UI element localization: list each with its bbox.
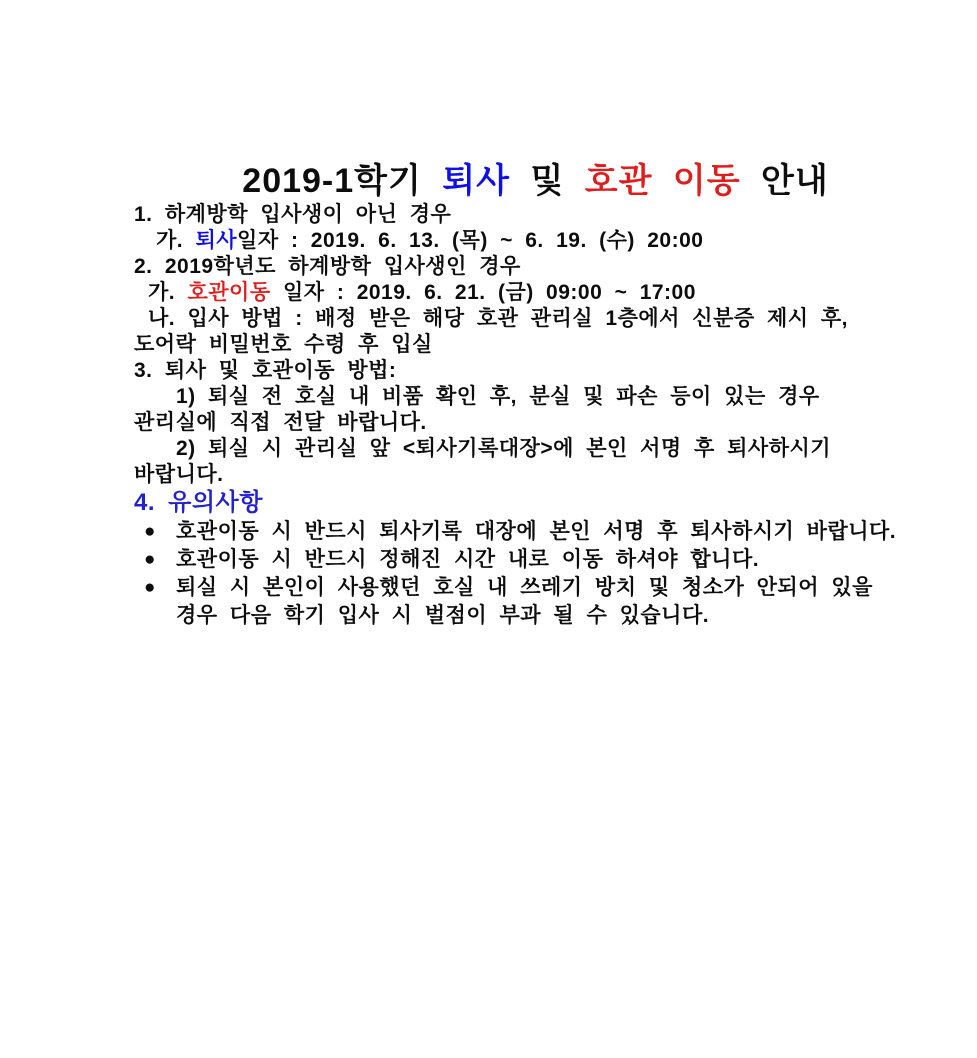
section1-heading: 1. 하계방학 입사생이 아닌 경우 xyxy=(134,203,452,226)
item-text: 일자 : 2019. 6. 21. (금) 09:00 ~ 17:00 xyxy=(270,281,696,304)
page-title xyxy=(134,0,937,202)
notice-bullet-3-continued: 경우 다음 학기 입사 시 벌점이 부과 될 수 있습니다. xyxy=(176,604,710,627)
notice-bullet-1 xyxy=(134,518,937,546)
bullet-text: 호관이동 시 반드시 정해진 시간 내로 이동 하셔야 합니다. xyxy=(176,548,760,571)
section2-item-move-date xyxy=(134,280,937,306)
title-text: 안내 xyxy=(740,162,829,200)
bullet-icon: ● xyxy=(144,577,156,598)
building-move-highlight: 호관이동 xyxy=(187,281,271,304)
section3-step2-continued: 바랍니다. xyxy=(134,463,224,486)
section4-heading: 4. 유의사항 xyxy=(134,489,263,516)
bullet-icon: ● xyxy=(144,521,156,542)
notice-bullet-2 xyxy=(134,546,937,574)
title-highlight-checkout: 퇴사 xyxy=(442,162,510,200)
title-text: 2019-1학기 xyxy=(242,162,443,200)
section3-step1: 1) 퇴실 전 호실 내 비품 확인 후, 분실 및 파손 등이 있는 경우 xyxy=(176,385,820,408)
bullet-icon: ● xyxy=(144,549,156,570)
notice-bullet-3 xyxy=(134,574,937,602)
item-prefix: 가. xyxy=(156,229,196,252)
bullet-text: 호관이동 시 반드시 퇴사기록 대장에 본인 서명 후 퇴사하시기 바랍니다. xyxy=(176,520,897,543)
bullet-text: 퇴실 시 본인이 사용했던 호실 내 쓰레기 방치 및 청소가 안되어 있을 xyxy=(176,576,873,599)
item-prefix: 가. xyxy=(148,281,188,304)
section3-step1-continued: 관리실에 직접 전달 바랍니다. xyxy=(134,411,427,434)
section3-step2: 2) 퇴실 시 관리실 앞 <퇴사기록대장>에 본인 서명 후 퇴사하시기 xyxy=(176,437,832,460)
section2-item-checkin-method: 나. 입사 방법 : 배정 받은 해당 호관 관리실 1층에서 신분증 제시 후, xyxy=(148,307,849,330)
checkout-highlight: 퇴사 xyxy=(195,229,238,252)
title-highlight-building-move: 호관 이동 xyxy=(584,162,741,200)
item-text: 일자 : 2019. 6. 13. (목) ~ 6. 19. (수) 20:00 xyxy=(237,229,704,252)
section2-item-checkin-method-continued: 도어락 비밀번호 수령 후 입실 xyxy=(134,333,433,356)
title-text: 및 xyxy=(510,162,585,200)
section2-heading: 2. 2019학년도 하계방학 입사생인 경우 xyxy=(134,255,521,278)
section1-item-checkout-date xyxy=(134,228,937,254)
section3-heading: 3. 퇴사 및 호관이동 방법: xyxy=(134,359,397,382)
